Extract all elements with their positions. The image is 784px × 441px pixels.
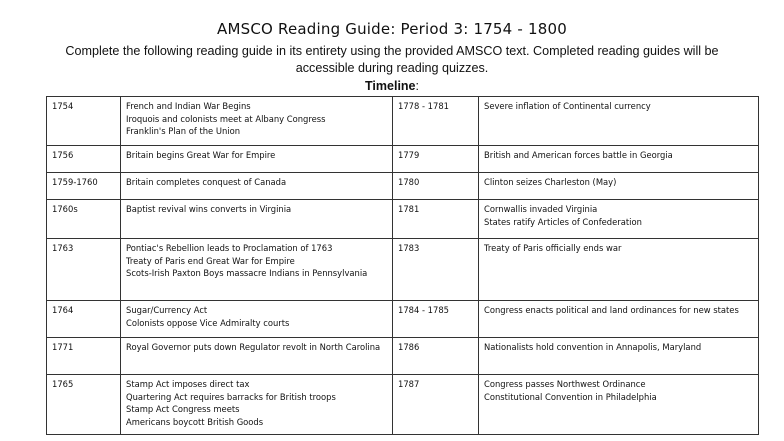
event-left-cell: Britain completes conquest of Canada <box>121 173 393 200</box>
event-right-cell: Severe inflation of Continental currency <box>479 97 759 146</box>
year-right-cell: 1781 <box>393 200 479 239</box>
year-left-cell: 1763 <box>47 239 121 301</box>
event-left-cell: French and Indian War Begins Iroquois and colonists meet at Albany Congress Franklin's Plan of the Union <box>121 97 393 146</box>
instructions-text: Complete the following reading guide in its entirety using the provided AMSCO text. Completed reading guides will be accessible during reading quizzes. <box>65 44 719 75</box>
table-row <box>47 97 759 146</box>
year-left-cell: 1771 <box>47 338 121 375</box>
event-left-cell: Britain begins Great War for Empire <box>121 146 393 173</box>
event-left-cell: Sugar/Currency Act Colonists oppose Vice Admiralty courts <box>121 301 393 338</box>
event-right-cell: British and American forces battle in Georgia <box>479 146 759 173</box>
year-left-cell: 1759-1760 <box>47 173 121 200</box>
event-right-cell: Congress enacts political and land ordinances for new states <box>479 301 759 338</box>
table-row <box>47 338 759 375</box>
year-left-cell: 1754 <box>47 97 121 146</box>
timeline-heading <box>0 79 784 93</box>
year-right-cell: 1783 <box>393 239 479 301</box>
year-left-cell: 1760s <box>47 200 121 239</box>
year-left-cell: 1764 <box>47 301 121 338</box>
timeline-table-body <box>47 97 759 435</box>
timeline-table <box>46 96 759 435</box>
year-left-cell: 1756 <box>47 146 121 173</box>
timeline-heading-colon: : <box>415 79 419 93</box>
table-row <box>47 200 759 239</box>
event-left-cell: Stamp Act imposes direct tax Quartering Act requires barracks for British troops Stamp Act Congress meets Americans boycott British Goods <box>121 375 393 435</box>
table-row <box>47 301 759 338</box>
event-left-cell: Baptist revival wins converts in Virginia <box>121 200 393 239</box>
table-row <box>47 239 759 301</box>
table-row <box>47 375 759 435</box>
event-right-cell: Clinton seizes Charleston (May) <box>479 173 759 200</box>
year-right-cell: 1786 <box>393 338 479 375</box>
event-right-cell: Nationalists hold convention in Annapolis, Maryland <box>479 338 759 375</box>
year-right-cell: 1779 <box>393 146 479 173</box>
year-left-cell: 1765 <box>47 375 121 435</box>
event-left-cell: Pontiac's Rebellion leads to Proclamation of 1763 Treaty of Paris end Great War for Empire Scots-Irish Paxton Boys massacre Indians in Pennsylvania <box>121 239 393 301</box>
event-right-cell: Cornwallis invaded Virginia States ratify Articles of Confederation <box>479 200 759 239</box>
page-title: AMSCO Reading Guide: Period 3: 1754 - 1800 <box>217 20 567 38</box>
event-right-cell: Congress passes Northwest Ordinance Constitutional Convention in Philadelphia <box>479 375 759 435</box>
year-right-cell: 1778 - 1781 <box>393 97 479 146</box>
year-right-cell: 1780 <box>393 173 479 200</box>
event-right-cell: Treaty of Paris officially ends war <box>479 239 759 301</box>
table-row <box>47 173 759 200</box>
table-row <box>47 146 759 173</box>
year-right-cell: 1784 - 1785 <box>393 301 479 338</box>
event-left-cell: Royal Governor puts down Regulator revolt in North Carolina <box>121 338 393 375</box>
year-right-cell: 1787 <box>393 375 479 435</box>
timeline-heading-label: Timeline <box>365 79 416 93</box>
